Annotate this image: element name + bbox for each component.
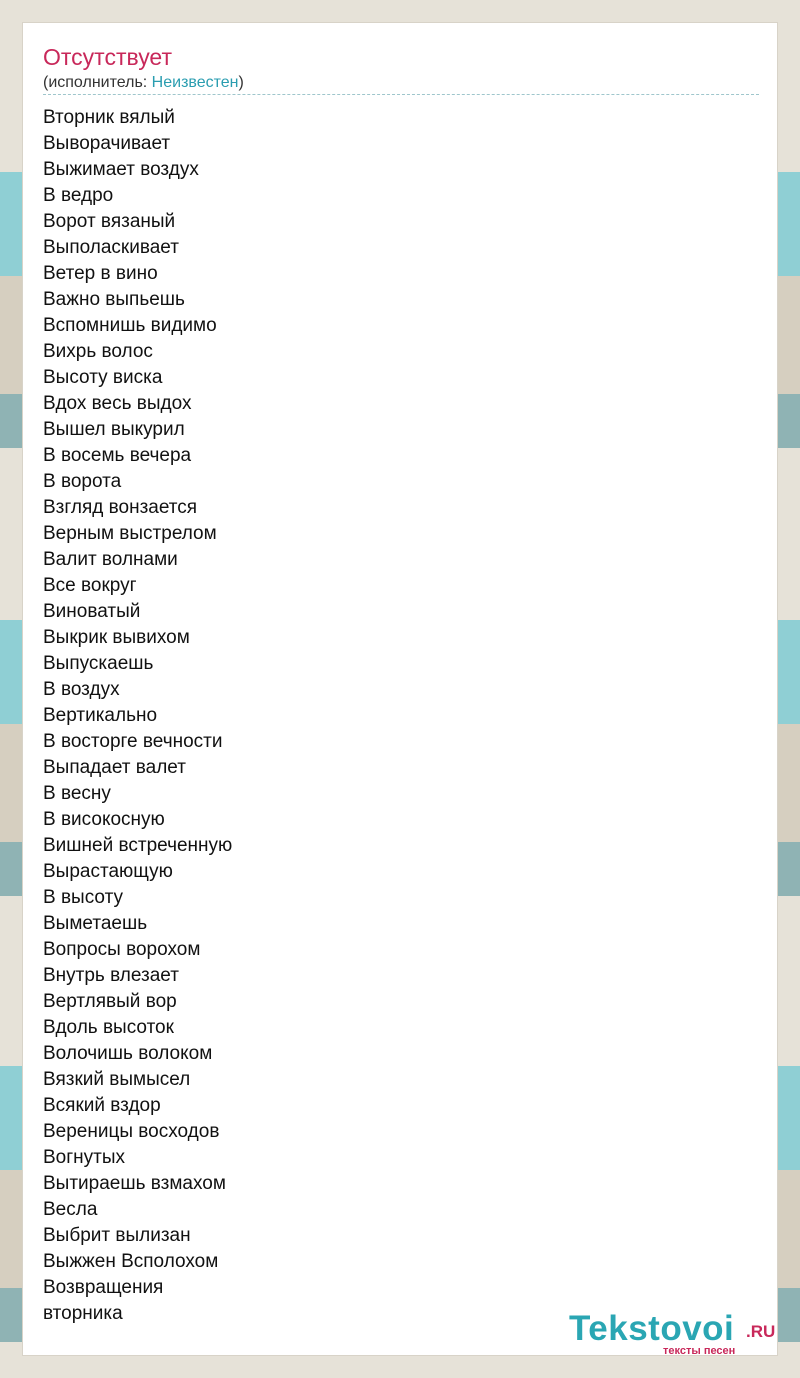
- title-divider: [43, 94, 759, 95]
- logo-main-text: Tekstovoi: [569, 1309, 735, 1348]
- lyrics-line: Высоту виска: [43, 367, 163, 388]
- lyrics-line: Весла: [43, 1199, 98, 1220]
- lyrics-line: Вдох весь выдох: [43, 393, 192, 414]
- lyrics-line: Ворот вязаный: [43, 211, 176, 232]
- lyrics-line: Вертлявый вор: [43, 991, 177, 1012]
- lyrics-line: Выжжен Всполохом: [43, 1251, 219, 1272]
- lyrics-line: Вязкий вымысел: [43, 1069, 191, 1090]
- lyrics-line: Важно выпьешь: [43, 289, 185, 310]
- lyrics-line: Вышел выкурил: [43, 419, 185, 440]
- lyrics-line: Вопросы ворохом: [43, 939, 201, 960]
- lyrics-line: В високосную: [43, 809, 165, 830]
- artist-link[interactable]: Неизвестен: [151, 74, 239, 91]
- lyrics-line: Выпускаешь: [43, 653, 154, 674]
- lyrics-line: В весну: [43, 783, 111, 804]
- lyrics-line: Вторник вялый: [43, 107, 175, 128]
- artist-line: [43, 73, 244, 93]
- lyrics-line: Внутрь влезает: [43, 965, 179, 986]
- lyrics-line: Вдоль высоток: [43, 1017, 174, 1038]
- lyrics-line: Вишней встреченную: [43, 835, 233, 856]
- lyrics-line: Вырастающую: [43, 861, 173, 882]
- lyrics-line: Вогнутых: [43, 1147, 126, 1168]
- lyrics-line: Волочишь волоком: [43, 1043, 213, 1064]
- site-logo[interactable]: [569, 1311, 779, 1357]
- lyrics-card: [22, 22, 778, 1356]
- lyrics-line: Выворачивает: [43, 133, 171, 154]
- lyrics-line: Валит волнами: [43, 549, 178, 570]
- artist-suffix: ): [238, 74, 244, 91]
- lyrics-line: вторника: [43, 1303, 123, 1324]
- lyrics-line: Верным выстрелом: [43, 523, 217, 544]
- logo-tagline: тексты песен: [663, 1345, 736, 1357]
- song-title: Отсутствует: [43, 44, 172, 70]
- lyrics-line: Выметаешь: [43, 913, 148, 934]
- lyrics-line: Вытираешь взмахом: [43, 1173, 226, 1194]
- lyrics-line: Возвращения: [43, 1277, 164, 1298]
- lyrics-line: Вереницы восходов: [43, 1121, 220, 1142]
- lyrics-line: В восторге вечности: [43, 731, 223, 752]
- lyrics-line: Всякий вздор: [43, 1095, 161, 1116]
- lyrics-line: Все вокруг: [43, 575, 137, 596]
- lyrics-line: Вихрь волос: [43, 341, 153, 362]
- lyrics-line: Виноватый: [43, 601, 141, 622]
- lyrics-line: Взгляд вонзается: [43, 497, 198, 518]
- lyrics-line: Выкрик вывихом: [43, 627, 190, 648]
- lyrics-line: В восемь вечера: [43, 445, 192, 466]
- lyrics-line: В высоту: [43, 887, 123, 908]
- lyrics-line: Вспомнишь видимо: [43, 315, 217, 336]
- lyrics-line: В воздух: [43, 679, 120, 700]
- logo-tld-text: .RU: [746, 1322, 776, 1341]
- lyrics-line: В ворота: [43, 471, 122, 492]
- lyrics-line: В ведро: [43, 185, 114, 206]
- lyrics-line: Вертикально: [43, 705, 158, 726]
- lyrics-line: Выжимает воздух: [43, 159, 199, 180]
- lyrics-line: Выполаскивает: [43, 237, 179, 258]
- lyrics-line: Ветер в вино: [43, 263, 158, 284]
- lyrics-text: [43, 105, 743, 1327]
- lyrics-line: Выбрит вылизан: [43, 1225, 191, 1246]
- artist-prefix: (исполнитель:: [43, 74, 152, 91]
- lyrics-line: Выпадает валет: [43, 757, 186, 778]
